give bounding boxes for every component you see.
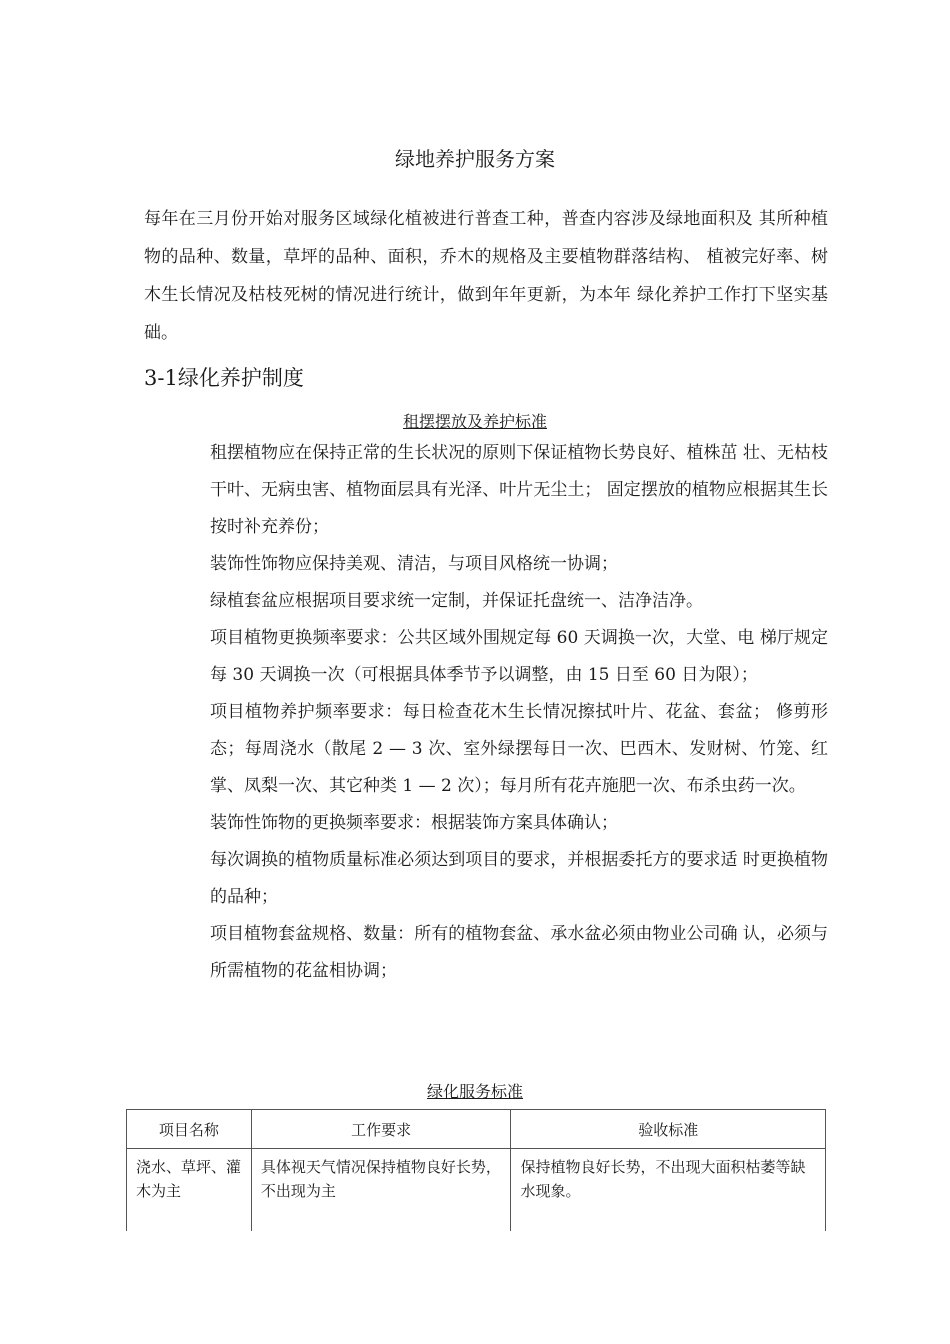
service-standard-table	[126, 1109, 826, 1231]
rent-paragraph: 绿植套盆应根据项目要求统一定制，并保证托盘统一、洁净洁净。	[210, 591, 703, 611]
table-row	[127, 1149, 826, 1232]
rent-standard-body	[210, 435, 828, 990]
intro-paragraph: 每年在三月份开始对服务区域绿化植被进行普查工种，普查内容涉及绿地面积及 其所种植物的品种、数量，草坪的品种、面积，乔木的规格及主要植物群落结构、 植被完好率、树木生长情况及枯枝死树的情况进行统计，做到年年更新，为本年 绿化养护工作打下坚实基础。	[144, 209, 828, 343]
table-header-row	[127, 1110, 826, 1149]
rent-paragraph: 项目植物养护频率要求：每日检查花木生长情况擦拭叶片、花盆、套盆； 修剪形态；每周浇水（散尾 2 — 3 次、室外绿摆每日一次、巴西木、发财树、竹笼、红掌、凤梨一次、其它种类 1 — 2 次）；每月所有花卉施肥一次、布杀虫药一次。	[210, 702, 828, 796]
rent-paragraph: 项目植物套盆规格、数量：所有的植物套盆、承水盆必须由物业公司确 认，必须与所需植物的花盆相协调；	[210, 924, 828, 981]
rent-paragraph: 装饰性饰物的更换频率要求：根据装饰方案具体确认；	[210, 813, 618, 833]
document-title: 绿地养护服务方案	[395, 147, 555, 171]
rent-standard-title: 租摆摆放及养护标准	[402, 412, 547, 431]
table-cell: 具体视天气情况保持植物良好长势，不出现为主	[251, 1149, 511, 1232]
column-header: 验收标准	[511, 1110, 826, 1149]
rent-paragraph: 项目植物更换频率要求：公共区域外围规定每 60 天调换一次，大堂、电 梯厅规定每 30 天调换一次（可根据具体季节予以调整，由 15 日至 60 日为限）；	[210, 628, 828, 685]
service-standard-title: 绿化服务标准	[426, 1082, 523, 1101]
column-header: 项目名称	[127, 1110, 252, 1149]
column-header: 工作要求	[251, 1110, 511, 1149]
table-cell: 浇水、草坪、灌木为主	[127, 1149, 252, 1232]
rent-paragraph: 装饰性饰物应保持美观、清洁，与项目风格统一协调；	[210, 554, 618, 574]
table-cell: 保持植物良好长势，不出现大面积枯萎等缺水现象。	[511, 1149, 826, 1232]
rent-paragraph: 租摆植物应在保持正常的生长状况的原则下保证植物长势良好、植株茁 壮、无枯枝干叶、无病虫害、植物面层具有光泽、叶片无尘土； 固定摆放的植物应根据其生长按时补充养份；	[210, 443, 828, 537]
section-heading: 3-1绿化养护制度	[144, 366, 304, 390]
rent-paragraph: 每次调换的植物质量标准必须达到项目的要求，并根据委托方的要求适 时更换植物的品种；	[210, 850, 828, 907]
